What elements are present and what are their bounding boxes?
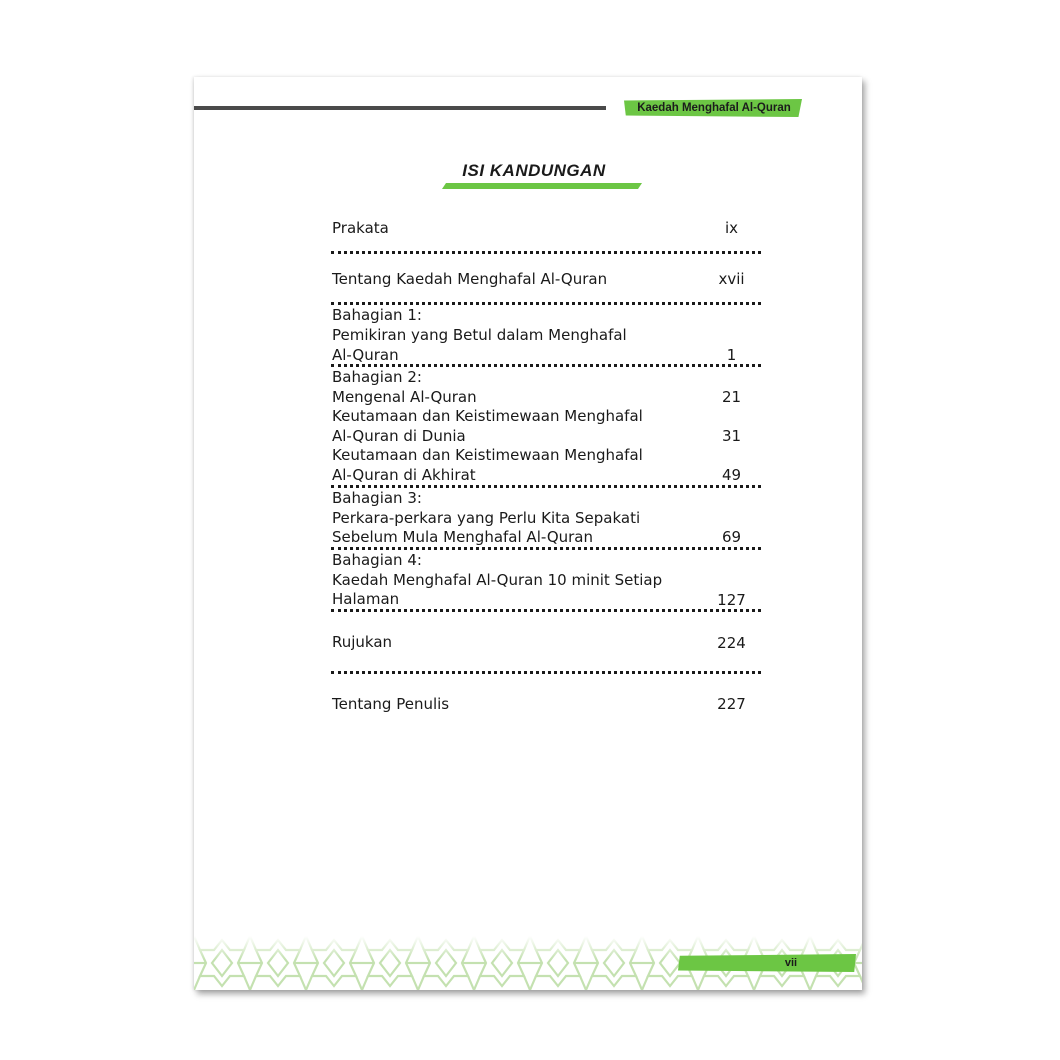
toc-entry-text: Keutamaan dan Keistimewaan Menghafal [332,446,643,464]
toc-entry-text: Mengenal Al-Quran [332,388,477,406]
dotted-separator [331,609,761,612]
toc-entry-text: Al-Quran di Akhirat [332,466,476,484]
toc-entry-text: Sebelum Mula Menghafal Al-Quran [332,528,594,546]
toc-entry-text: Perkara-perkara yang Perlu Kita Sepakati [332,509,641,527]
running-title: Kaedah Menghafal Al-Quran [637,102,791,114]
toc-entry-text: Tentang Kaedah Menghafal Al-Quran [332,270,608,288]
toc-entry-text: Prakata [332,219,389,237]
header-rule [194,106,606,110]
toc-section-heading: Bahagian 3: [332,489,422,507]
toc-entry-page: 1 [726,346,737,364]
toc-section-heading: Bahagian 4: [332,551,422,569]
book-page [194,77,862,990]
toc-entry-text: Al-Quran [332,346,399,364]
toc-entry-page: 21 [721,388,742,406]
toc-title: ISI KANDUNGAN [462,161,606,180]
dotted-separator [331,671,761,674]
page-number: vii [784,957,798,969]
folio-green-tag [678,954,856,972]
toc-section-heading: Bahagian 2: [332,368,422,386]
toc-entry-page: xvii [718,270,745,288]
toc-entry-text: Tentang Penulis [332,695,450,713]
toc-entry-page: 49 [721,466,742,484]
toc-section-heading: Bahagian 1: [332,306,422,324]
toc-entry-page: 127 [717,591,746,609]
title-underline [442,183,642,189]
toc-entry-text: Halaman [332,590,400,608]
toc-entry-page: 227 [717,695,746,713]
toc-entry-text: Al-Quran di Dunia [332,427,466,445]
toc-entry-page: 31 [721,427,742,445]
toc-entry-text: Pemikiran yang Betul dalam Menghafal [332,326,627,344]
toc-entry-text: Kaedah Menghafal Al-Quran 10 minit Setiap [332,571,663,589]
toc-entry-text: Rujukan [332,633,393,651]
toc-entry-page: 69 [721,528,742,546]
toc-entry-page: 224 [717,634,746,652]
dotted-separator [331,251,761,254]
toc-entry-page: ix [724,219,739,237]
toc-entry-text: Keutamaan dan Keistimewaan Menghafal [332,407,643,425]
